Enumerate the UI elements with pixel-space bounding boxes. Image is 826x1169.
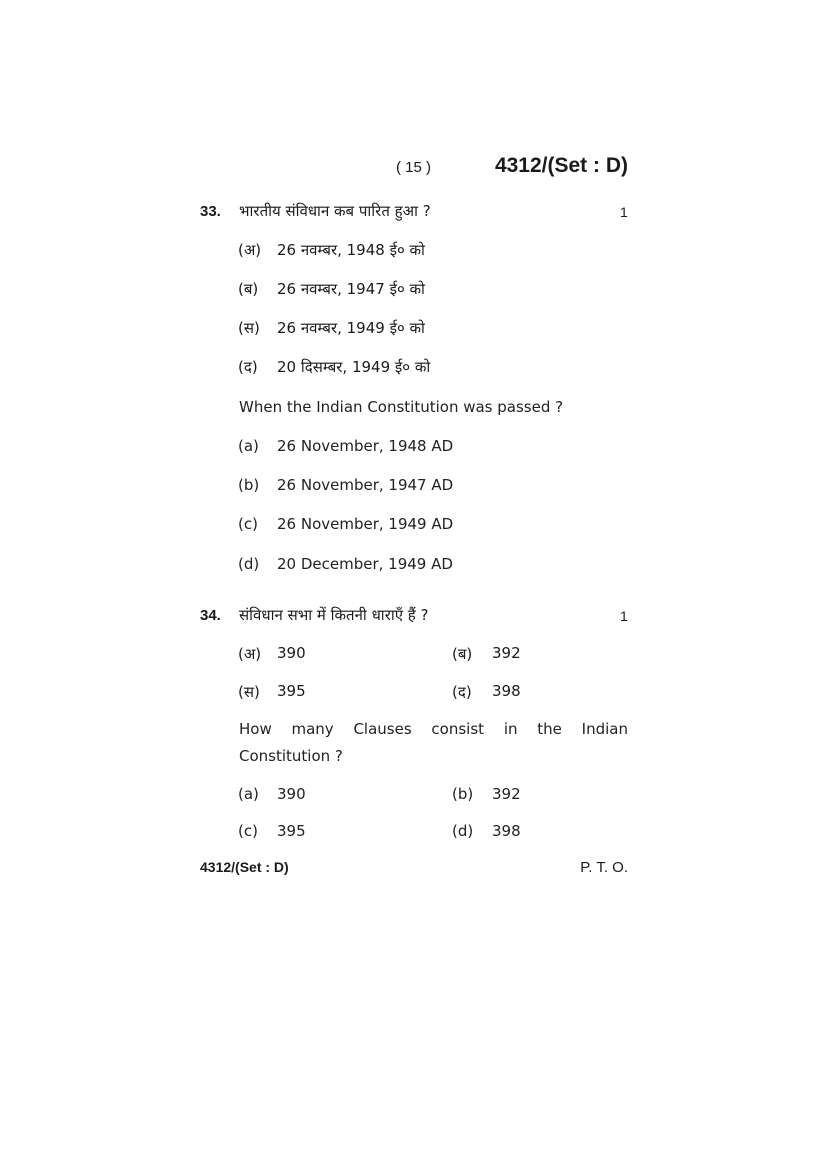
option-text: 390 [277, 644, 306, 662]
question-marks: 1 [620, 204, 628, 220]
option-text: 26 नवम्बर, 1948 ई० को [277, 241, 425, 259]
option-text: 392 [492, 785, 521, 803]
option-text: 26 November, 1947 AD [277, 476, 454, 494]
question-text-hindi: संविधान सभा में कितनी धाराएँ हैं ? [239, 606, 429, 624]
option-label: (द) [238, 358, 258, 376]
option-text: 392 [492, 644, 521, 662]
question-text-english-line2: Constitution ? [239, 747, 343, 765]
question-number: 34. [200, 607, 221, 624]
question-text-english: When the Indian Constitution was passed ? [239, 398, 564, 416]
option-label: (b) [452, 785, 474, 803]
question-text-hindi: भारतीय संविधान कब पारित हुआ ? [239, 202, 431, 220]
word: in [503, 720, 518, 738]
option-label: (a) [238, 785, 259, 803]
option-text: 20 दिसम्बर, 1949 ई० को [277, 358, 431, 376]
option-text: 26 नवम्बर, 1949 ई० को [277, 319, 425, 337]
question-number: 33. [200, 203, 221, 220]
option-text: 398 [492, 682, 521, 700]
option-label: (b) [238, 476, 260, 494]
option-label: (द) [452, 683, 472, 701]
option-text: 395 [277, 682, 306, 700]
option-label: (अ) [238, 241, 262, 259]
page-number: ( 15 ) [396, 159, 432, 176]
paper-code-footer: 4312/(Set : D) [200, 859, 289, 875]
option-text: 390 [277, 785, 306, 803]
option-label: (ब) [238, 280, 259, 298]
word: Clauses [353, 720, 412, 738]
option-text: 26 November, 1948 AD [277, 437, 454, 455]
paper-code-header: 4312/(Set : D) [494, 154, 628, 177]
option-label: (c) [238, 515, 258, 533]
option-label: (स) [238, 319, 260, 337]
option-text: 26 November, 1949 AD [277, 515, 454, 533]
question-text-english-line1 [239, 720, 628, 738]
option-label: (d) [238, 555, 260, 573]
question-marks: 1 [620, 608, 628, 624]
option-label: (a) [238, 437, 259, 455]
word: many [291, 720, 334, 738]
option-text: 398 [492, 822, 521, 840]
option-label: (स) [238, 683, 260, 701]
word: How [239, 720, 272, 738]
option-label: (c) [238, 822, 258, 840]
option-label: (ब) [452, 645, 473, 663]
option-text: 26 नवम्बर, 1947 ई० को [277, 280, 425, 298]
option-label: (अ) [238, 645, 262, 663]
pto-label: P. T. O. [580, 859, 628, 876]
word: consist [431, 720, 485, 738]
option-text: 395 [277, 822, 306, 840]
word: Indian [581, 720, 628, 738]
option-text: 20 December, 1949 AD [277, 555, 453, 573]
option-label: (d) [452, 822, 474, 840]
word: the [537, 720, 562, 738]
